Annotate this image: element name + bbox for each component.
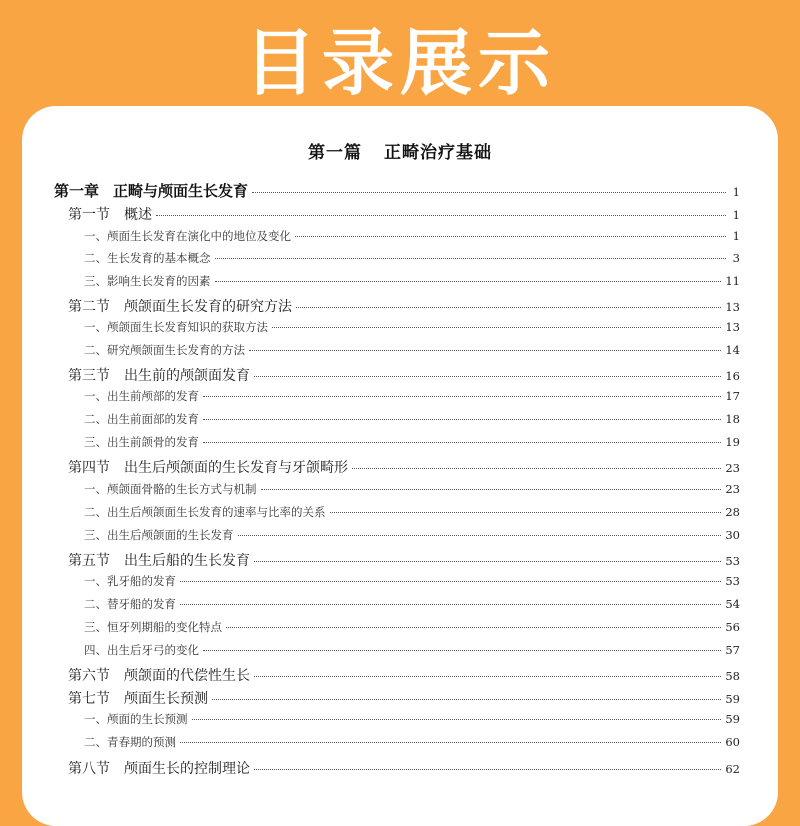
toc-entry-title: 出生后颅颌面的生长发育与牙颌畸形 <box>124 460 348 476</box>
toc-entry-number: 三、 <box>84 620 107 634</box>
toc-entry-page: 3 <box>732 251 740 265</box>
toc-entry-page: 28 <box>725 505 740 519</box>
toc-entry-number: 第五节 <box>68 553 110 569</box>
toc-entry-number: 四、 <box>84 643 107 657</box>
dot-leader <box>212 699 721 700</box>
toc-entry-label <box>84 734 176 750</box>
toc-entry-label <box>84 342 245 358</box>
toc-entry-item <box>84 596 740 612</box>
toc-entry-section <box>68 204 740 224</box>
toc-entry-label <box>84 250 211 266</box>
toc-entry-section <box>68 688 740 708</box>
toc-entry-label <box>84 319 268 335</box>
toc-entry-item <box>84 481 740 497</box>
toc-entry-number: 二、 <box>84 412 107 426</box>
toc-entry-item <box>84 527 740 543</box>
toc-entry-title: 青春期的预测 <box>107 735 176 749</box>
toc-entry-label <box>84 573 176 589</box>
dot-leader <box>252 192 726 193</box>
toc-entry-page: 1 <box>732 185 740 199</box>
toc-entry-label <box>84 642 199 658</box>
toc-entry-title: 替牙船的发育 <box>107 597 176 611</box>
dot-leader <box>203 396 721 397</box>
toc-entry-label <box>84 596 176 612</box>
toc-entry-number: 一、 <box>84 229 107 243</box>
dot-leader <box>249 350 721 351</box>
toc-entry-title: 颅颌面生长发育知识的获取方法 <box>107 320 268 334</box>
dot-leader <box>272 327 721 328</box>
toc-entry-number: 第三节 <box>68 368 110 384</box>
toc-entry-label <box>84 388 199 404</box>
toc-entry-title: 颅颌面的代偿性生长 <box>124 668 250 684</box>
toc-entry-item <box>84 388 740 404</box>
toc-page <box>22 106 778 826</box>
toc-entry-number: 第二节 <box>68 299 110 315</box>
toc-entry-title: 颅颌面骨骼的生长方式与机制 <box>107 482 257 496</box>
dot-leader <box>296 307 721 308</box>
toc-entry-label <box>84 504 326 520</box>
toc-entry-label <box>68 758 250 778</box>
toc-entry-number: 二、 <box>84 343 107 357</box>
toc-entry-page: 17 <box>725 389 740 403</box>
toc-entry-title: 出生后船的生长发育 <box>124 553 250 569</box>
toc-entry-item <box>84 342 740 358</box>
dot-leader <box>352 468 721 469</box>
toc-entry-page: 13 <box>725 300 740 314</box>
toc-entry-title: 概述 <box>124 207 152 223</box>
toc-entry-page: 19 <box>725 435 740 449</box>
toc-entry-title: 出生前的颅颌面发育 <box>124 368 250 384</box>
toc-entry-page: 1 <box>732 208 740 222</box>
toc-entry-number: 二、 <box>84 505 107 519</box>
toc-entry-title: 影响生长发育的因素 <box>107 274 211 288</box>
toc-entry-item <box>84 434 740 450</box>
toc-entry-item <box>84 642 740 658</box>
dot-leader <box>180 604 721 605</box>
toc-entry-page: 23 <box>725 461 740 475</box>
toc-entry-title: 研究颅颌面生长发育的方法 <box>107 343 245 357</box>
toc-entry-page: 60 <box>725 735 740 749</box>
toc-entry-page: 62 <box>725 762 740 776</box>
toc-entry-page: 13 <box>725 320 740 334</box>
toc-entry-number: 第八节 <box>68 761 110 777</box>
toc-entry-number: 二、 <box>84 735 107 749</box>
toc-entry-label <box>68 688 208 708</box>
toc-entry-title: 出生后牙弓的变化 <box>107 643 199 657</box>
toc-entry-section <box>68 758 740 778</box>
banner-title: 目录展示 <box>243 21 556 105</box>
toc-entry-page: 57 <box>725 643 740 657</box>
toc-entry-label <box>68 550 250 570</box>
toc-entry-number: 三、 <box>84 528 107 542</box>
dot-leader <box>238 535 722 536</box>
dot-leader <box>192 719 722 720</box>
toc-entry-title: 出生前颌骨的发育 <box>107 435 199 449</box>
dot-leader <box>156 215 726 216</box>
toc-entry-label <box>84 527 234 543</box>
toc-entry-number: 第七节 <box>68 691 110 707</box>
toc-entry-title: 正畸与颅面生长发育 <box>113 182 249 200</box>
toc-entry-page: 58 <box>725 669 740 683</box>
toc-entry-item <box>84 228 740 244</box>
toc-entry-number: 一、 <box>84 712 107 726</box>
toc-entry-section <box>68 665 740 685</box>
toc-entry-page: 59 <box>725 692 740 706</box>
toc-entry-number: 一、 <box>84 574 107 588</box>
dot-leader <box>261 489 722 490</box>
dot-leader <box>203 442 721 443</box>
dot-leader <box>180 742 721 743</box>
dot-leader <box>215 281 722 282</box>
toc-entry-title: 颅面生长预测 <box>124 691 208 707</box>
toc-entry-number: 二、 <box>84 597 107 611</box>
part-heading <box>22 138 778 163</box>
toc-entry-number: 三、 <box>84 274 107 288</box>
toc-entry-number: 第六节 <box>68 668 110 684</box>
toc-entry-title: 乳牙船的发育 <box>107 574 176 588</box>
toc-entry-item <box>84 273 740 289</box>
toc-entry-page: 14 <box>725 343 740 357</box>
toc-entry-item <box>84 319 740 335</box>
toc-entry-page: 18 <box>725 412 740 426</box>
toc-entry-section <box>68 296 740 316</box>
toc-entry-title: 颅面生长发育在演化中的地位及变化 <box>107 229 291 243</box>
part-label: 第一篇 <box>308 143 362 163</box>
toc-entry-section <box>68 457 740 477</box>
toc-entry-page: 54 <box>725 597 740 611</box>
dot-leader <box>203 419 721 420</box>
toc-entry-item <box>84 734 740 750</box>
toc-entry-number: 二、 <box>84 251 107 265</box>
toc-entry-number: 一、 <box>84 389 107 403</box>
toc-entry-label <box>68 365 250 385</box>
toc-entry-page: 11 <box>725 274 740 288</box>
toc-entry-item <box>84 250 740 266</box>
toc-entry-page: 16 <box>725 369 740 383</box>
toc-entry-item <box>84 504 740 520</box>
toc-entry-label <box>84 711 188 727</box>
toc-entry-label <box>68 296 292 316</box>
toc-entry-title: 出生前面部的发育 <box>107 412 199 426</box>
toc-entry-title: 颅颌面生长发育的研究方法 <box>124 299 292 315</box>
toc-entry-page: 23 <box>725 482 740 496</box>
toc-entry-title: 出生后颅颌面的生长发育 <box>107 528 234 542</box>
toc-entry-label <box>84 434 199 450</box>
toc-entry-title: 恒牙列期船的变化特点 <box>107 620 222 634</box>
toc-entry-label <box>68 457 348 477</box>
toc-entry-item <box>84 411 740 427</box>
toc-entry-page: 1 <box>732 229 740 243</box>
dot-leader <box>254 561 721 562</box>
toc-entry-chapter <box>54 180 740 201</box>
dot-leader <box>254 676 721 677</box>
toc-entry-label <box>84 228 291 244</box>
dot-leader <box>330 512 722 513</box>
toc-entry-number: 第一节 <box>68 207 110 223</box>
toc-entry-section <box>68 365 740 385</box>
toc-entry-number: 第四节 <box>68 460 110 476</box>
toc-entry-page: 53 <box>725 574 740 588</box>
toc-entry-number: 三、 <box>84 435 107 449</box>
dot-leader <box>295 236 726 237</box>
dot-leader <box>254 769 721 770</box>
toc-entry-section <box>68 550 740 570</box>
toc-entry-label <box>84 411 199 427</box>
toc-entry-label <box>84 481 257 497</box>
toc-entry-label <box>68 204 152 224</box>
toc-entry-page: 30 <box>725 528 740 542</box>
dot-leader <box>254 376 721 377</box>
toc-entry-item <box>84 711 740 727</box>
toc-entry-number: 第一章 <box>54 182 100 200</box>
toc-entry-page: 59 <box>725 712 740 726</box>
toc-entry-label <box>84 273 211 289</box>
toc-entry-item <box>84 573 740 589</box>
dot-leader <box>180 581 721 582</box>
toc-entry-title: 颅面生长的控制理论 <box>124 761 250 777</box>
toc-entry-title: 出生前颅部的发育 <box>107 389 199 403</box>
toc-entry-label <box>54 180 248 201</box>
toc-entry-title: 出生后颅颌面生长发育的速率与比率的关系 <box>107 505 326 519</box>
toc-entry-label <box>68 665 250 685</box>
toc-entry-number: 一、 <box>84 482 107 496</box>
toc-entry-label <box>84 619 222 635</box>
toc-entry-page: 53 <box>725 554 740 568</box>
toc-entry-number: 一、 <box>84 320 107 334</box>
toc-entry-item <box>84 619 740 635</box>
toc-entry-title: 生长发育的基本概念 <box>107 251 211 265</box>
toc-entry-page: 56 <box>725 620 740 634</box>
dot-leader <box>226 627 721 628</box>
toc-entry-title: 颅面的生长预测 <box>107 712 188 726</box>
dot-leader <box>215 258 727 259</box>
dot-leader <box>203 650 721 651</box>
part-name: 正畸治疗基础 <box>384 143 492 163</box>
